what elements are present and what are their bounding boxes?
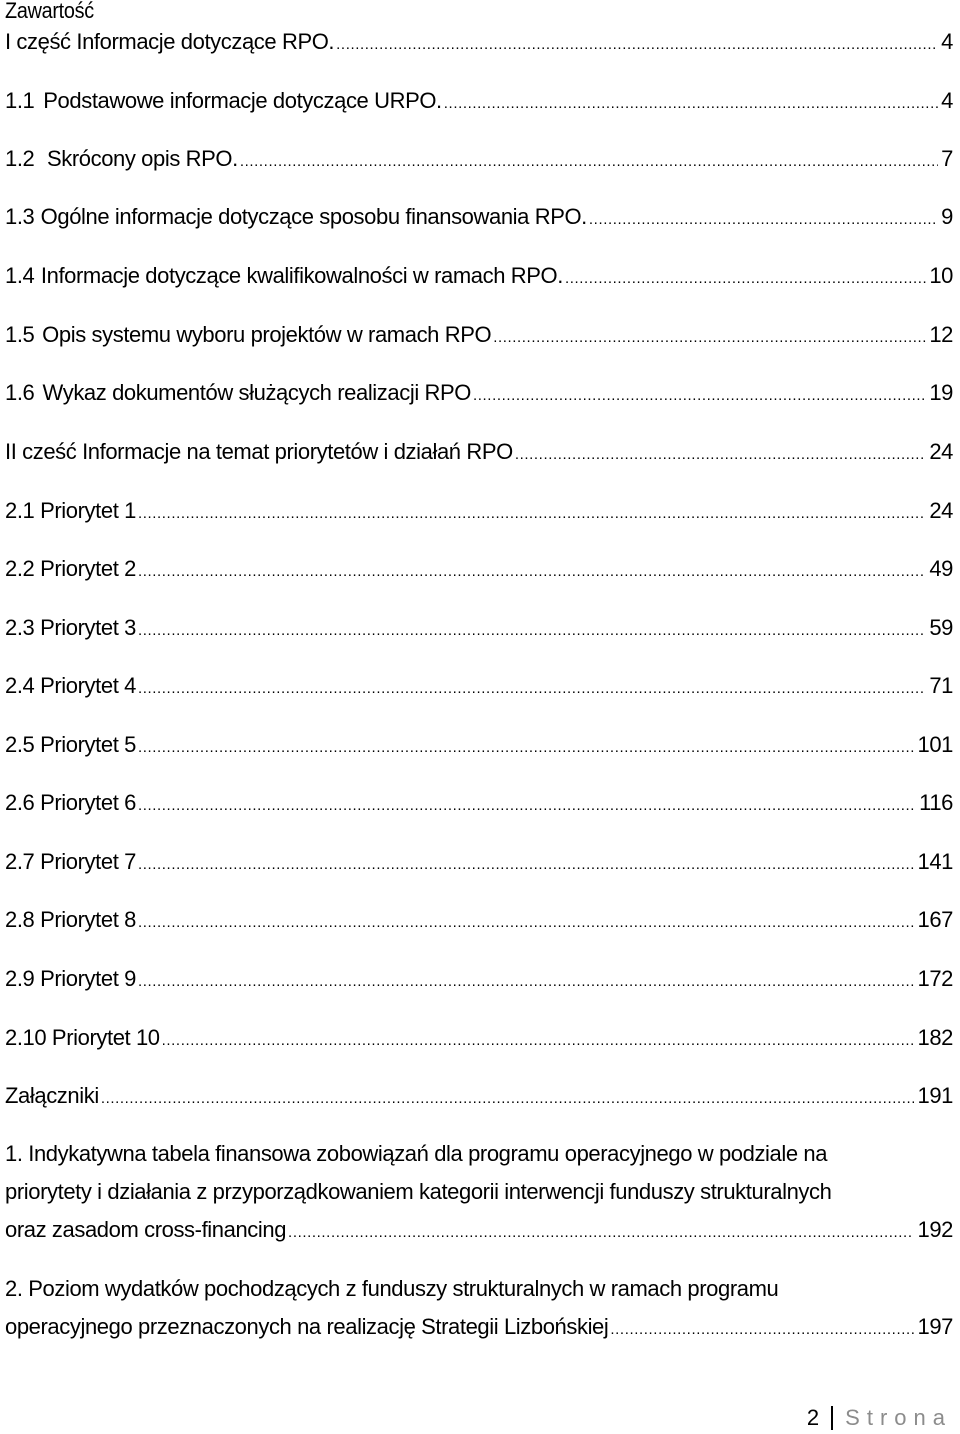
dot-leader — [138, 501, 926, 527]
toc-entry-page: 24 — [929, 498, 953, 523]
toc-entry-page: 141 — [917, 849, 953, 874]
toc-annex-entry[interactable] — [5, 1135, 953, 1252]
toc-annex-line: 2. Poziom wydatków pochodzących z funduszy strukturalnych w ramach programu — [5, 1276, 779, 1301]
toc-entry[interactable] — [5, 1083, 953, 1112]
toc-annex-last-line — [5, 1211, 953, 1252]
toc-entry[interactable] — [5, 322, 953, 351]
toc-entry-page: 197 — [917, 1314, 953, 1339]
footer-separator — [831, 1406, 833, 1430]
toc-entry-title: 2.7 Priorytet 7 — [5, 849, 136, 874]
toc-entry[interactable] — [5, 615, 953, 644]
toc-entry-page: 59 — [929, 615, 953, 640]
toc-entry[interactable] — [5, 790, 953, 819]
toc-entry-page: 19 — [929, 380, 953, 405]
toc-entry[interactable] — [5, 673, 953, 702]
toc-entry[interactable] — [5, 380, 953, 409]
toc-entry[interactable] — [5, 907, 953, 936]
dot-leader — [240, 149, 938, 175]
toc-entry-page: 191 — [917, 1083, 953, 1108]
toc-entry[interactable] — [5, 88, 953, 117]
toc-entry[interactable] — [5, 263, 953, 292]
toc-entry[interactable] — [5, 1025, 953, 1054]
dot-leader — [138, 735, 915, 761]
dot-leader — [138, 969, 915, 995]
toc-entry-page: 167 — [917, 907, 953, 932]
toc-entry[interactable] — [5, 556, 953, 585]
toc-entry-title: Ogólne informacje dotyczące sposobu finansowania RPO. — [40, 204, 587, 229]
toc-entry-title: Podstawowe informacje dotyczące URPO. — [43, 88, 442, 113]
toc-annex-entry[interactable] — [5, 1270, 953, 1349]
dot-leader — [515, 442, 926, 468]
toc-entry-page: 4 — [941, 29, 953, 54]
toc-entry-page: 7 — [941, 146, 953, 171]
toc-entry-title: 2.1 Priorytet 1 — [5, 498, 136, 523]
toc-entry-number: 1.5 — [5, 322, 35, 347]
dot-leader — [138, 676, 926, 702]
toc-entry-page: 49 — [929, 556, 953, 581]
toc-entry-number: 1.1 — [5, 88, 35, 113]
toc-entry-title: 2.3 Priorytet 3 — [5, 615, 136, 640]
toc-entry-title: 2.8 Priorytet 8 — [5, 907, 136, 932]
toc-entry-number: 1.3 — [5, 204, 35, 229]
toc-entry-page: 4 — [941, 88, 953, 113]
toc-entry-page: 10 — [929, 263, 953, 288]
toc-annex-line: oraz zasadom cross-financing — [5, 1217, 287, 1242]
toc-entry-number: 1.2 — [5, 146, 35, 171]
toc-annex-line: operacyjnego przeznaczonych na realizację Strategii Lizbońskiej — [5, 1314, 609, 1339]
dot-leader — [138, 852, 915, 878]
dot-leader — [288, 1214, 914, 1252]
toc-entry-title: 2.4 Priorytet 4 — [5, 673, 136, 698]
toc-entry-page: 12 — [929, 322, 953, 347]
dot-leader — [589, 207, 938, 233]
toc-entry[interactable] — [5, 498, 953, 527]
toc-entry[interactable] — [5, 732, 953, 761]
dot-leader — [162, 1028, 915, 1054]
toc-entry-title: Opis systemu wyboru projektów w ramach RPO — [42, 322, 492, 347]
toc-entry-page: 71 — [929, 673, 953, 698]
toc-entry-page: 9 — [941, 204, 953, 229]
dot-leader — [138, 559, 926, 585]
dot-leader — [565, 266, 926, 292]
footer-page-number: 2 — [806, 1405, 820, 1430]
toc-entry-title: Załączniki — [5, 1083, 99, 1108]
toc-heading: Zawartość — [5, 0, 94, 23]
toc-entry-title: Informacje dotyczące kwalifikowalności w ramach RPO. — [40, 263, 563, 288]
toc-entry-title: 2.9 Priorytet 9 — [5, 966, 136, 991]
toc-entry-title: Wykaz dokumentów służących realizacji RPO — [42, 380, 471, 405]
toc-entry[interactable] — [5, 849, 953, 878]
toc-entry-number: 1.4 — [5, 263, 35, 288]
footer-label: Strona — [845, 1405, 952, 1430]
dot-leader — [444, 91, 938, 117]
toc-annex-line: priorytety i działania z przyporządkowaniem kategorii interwencji funduszy strukturalnych — [5, 1179, 832, 1204]
dot-leader — [336, 32, 938, 58]
toc-entry-title: 2.5 Priorytet 5 — [5, 732, 136, 757]
toc-entry[interactable] — [5, 146, 953, 175]
toc-annex-last-line — [5, 1308, 953, 1349]
toc-entry-title: 2.6 Priorytet 6 — [5, 790, 136, 815]
toc-entry-title: II cześć Informacje na temat priorytetów i działań RPO — [5, 439, 513, 464]
toc-entry-title: I część Informacje dotyczące RPO. — [5, 29, 335, 54]
toc-entry[interactable] — [5, 966, 953, 995]
toc-entry-page: 101 — [917, 732, 953, 757]
dot-leader — [610, 1311, 914, 1349]
dot-leader — [473, 383, 926, 409]
toc-entry-title: Skrócony opis RPO. — [46, 146, 238, 171]
dot-leader — [101, 1086, 915, 1112]
toc-entry-page: 116 — [919, 790, 953, 815]
toc-entry[interactable] — [5, 29, 953, 58]
toc-entry-page: 182 — [917, 1025, 953, 1050]
toc-entry-title: 2.2 Priorytet 2 — [5, 556, 136, 581]
toc-annex-line: 1. Indykatywna tabela finansowa zobowiązań dla programu operacyjnego w podziale na — [5, 1141, 828, 1166]
toc-entry-title: 2.10 Priorytet 10 — [5, 1025, 160, 1050]
dot-leader — [138, 793, 916, 819]
dot-leader — [138, 910, 915, 936]
toc-entry[interactable] — [5, 439, 953, 468]
toc-entry-number: 1.6 — [5, 380, 35, 405]
toc-entry-page: 192 — [917, 1217, 953, 1242]
dot-leader — [493, 325, 926, 351]
toc-entry[interactable] — [5, 204, 953, 233]
toc-entry-page: 172 — [917, 966, 953, 991]
dot-leader — [138, 618, 926, 644]
page-footer — [807, 1404, 952, 1432]
toc-entry-page: 24 — [929, 439, 953, 464]
